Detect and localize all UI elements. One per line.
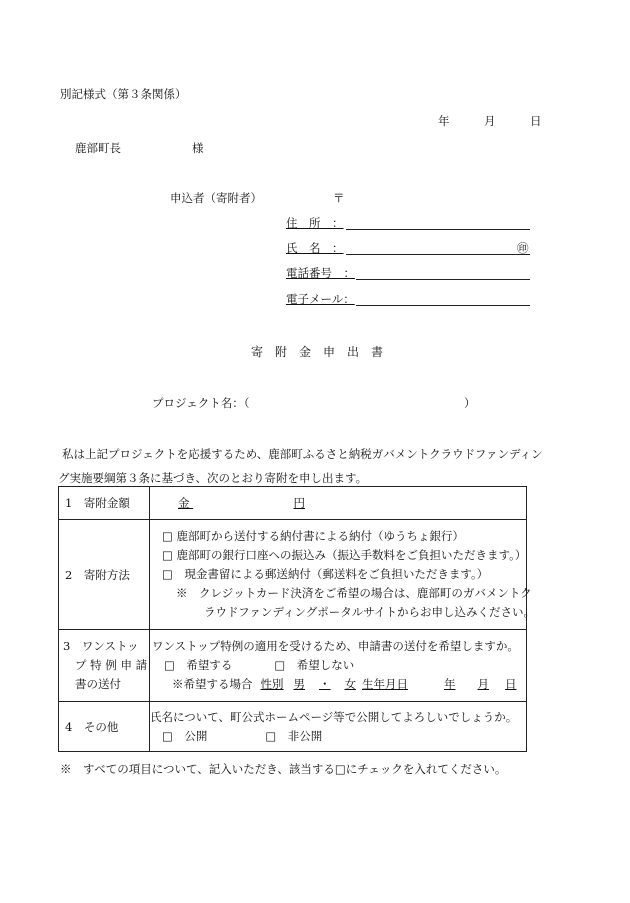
project-name-close: ） [464,396,476,410]
postal-mark: 〒 [333,191,345,205]
onestop-yes-option[interactable]: □ 希望する [164,658,233,672]
amount-row [59,487,527,520]
gender-label: 性別 [260,677,284,691]
other-cell [150,702,527,752]
project-name-label: プロジェクト名：（ [152,396,250,410]
amount-label: 1 寄附金額 [59,487,150,520]
credit-card-note-line-2: ラウドファンディングポータルサイトからお申し込みください。 [204,605,535,619]
email-field[interactable] [356,305,530,306]
method-cell [150,520,535,630]
method-option-registered-mail[interactable]: □ 現金書留による郵送納付（郵送料をご負担いただきます。） [162,567,489,581]
method-row [59,520,527,630]
address-label: 住 所 ： [286,216,344,230]
method-option-payment-slip[interactable]: □ 鹿部町から送付する納付書による納付（ゆうちょ銀行） [162,529,465,543]
birth-date-field[interactable] [362,677,517,691]
do-not-publish-option[interactable]: □ 非公開 [265,728,323,743]
amount-suffix: 円 [293,496,305,510]
other-label: 4 その他 [59,702,150,752]
gender-separator: ・ [319,677,331,691]
name-label: 氏 名 ： [286,241,344,255]
onestop-label-line-1: 3 ワンストッ [63,639,139,653]
gender-female[interactable]: 女 [344,677,356,691]
intro-line-1: 私は上記プロジェクトを応援するため、鹿部町ふるさと納税ガバメントクラウドファンディン [62,447,543,461]
form-reference: 別記様式（第３条関係） [60,87,187,101]
amount-cell[interactable] [150,487,527,520]
onestop-label-line-2: プ 特 例 申 請 [75,658,148,672]
onestop-cell [150,630,527,702]
onestop-question: ワンストップ特例の適用を受けるため、申請書の送付を希望しますか。 [152,639,519,653]
phone-field[interactable] [356,279,530,280]
method-label: 2 寄附方法 [59,520,150,630]
phone-label: 電話番号 ： [286,266,355,280]
donation-form-table [58,486,535,752]
document-title: 寄 附 金 申 出 書 [251,345,384,359]
date-month-label: 月 [484,114,496,128]
seal-mark: ㊞ [517,241,529,255]
onestop-row [59,630,527,702]
onestop-if-yes-label: ※希望する場合 [172,677,253,691]
intro-line-2: グ実施要綱第３条に基づき、次のとおり寄附を申し出ます。 [58,471,368,485]
onestop-options [152,656,526,675]
applicant-title: 申込者（寄附者） [170,191,262,205]
amount-prefix: 金 [178,496,190,510]
addressee-honorific: 様 [192,141,204,155]
onestop-label [59,630,150,702]
method-option-bank-transfer[interactable]: □ 鹿部町の銀行口座への振込み（振込手数料をご負担いただきます。） [162,548,527,562]
birth-date-label: 生年月日 [362,677,408,691]
address-field[interactable] [346,229,530,230]
credit-card-note-line-1: ※ クレジットカード決済をご希望の場合は、鹿部町のガバメントク [176,586,532,600]
name-field[interactable] [346,254,530,255]
publish-option[interactable]: □ 公開 [162,728,208,743]
addressee: 鹿部町長 [75,141,121,155]
onestop-label-line-3: 書の送付 [75,677,121,691]
email-label: 電子メール： [286,292,355,306]
other-row [59,702,527,752]
footer-note: ※ すべての項目について、記入いただき、該当する□にチェックを入れてください。 [60,762,507,776]
birth-year-label: 年 [444,677,456,691]
publication-options [150,727,526,746]
gender-field[interactable] [261,677,357,691]
amount-input[interactable] [190,496,294,510]
date-year-label: 年 [438,114,450,128]
onestop-details [152,675,526,694]
gender-male[interactable]: 男 [293,677,305,691]
publication-question: 氏名について、町公式ホームページ等で公開してよろしいでしょうか。 [150,709,518,724]
date-day-label: 日 [530,114,542,128]
onestop-no-option[interactable]: □ 希望しない [274,658,355,672]
birth-month-label: 月 [477,677,489,691]
birth-day-label: 日 [505,677,517,691]
